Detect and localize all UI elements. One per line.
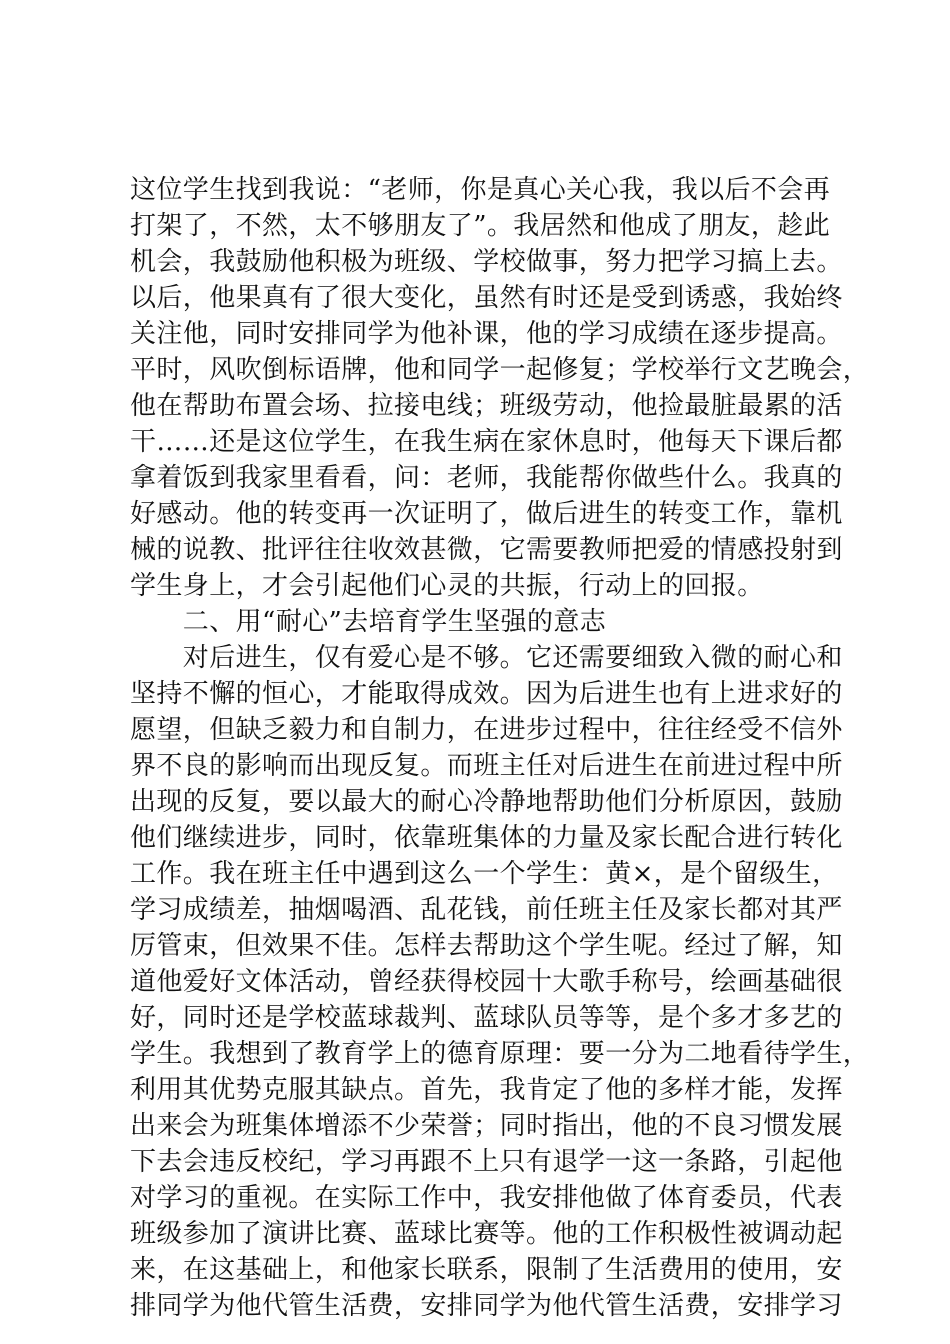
body-text-line: 出来会为班集体增添不少荣誉；同时指出，他的不良习惯发展 bbox=[130, 1111, 843, 1141]
body-text-line: 对学习的重视。在实际工作中，我安排他做了体育委员，代表 bbox=[130, 1183, 843, 1213]
body-text-line: 工作。我在班主任中遇到这么一个学生：黄×，是个留级生， bbox=[130, 859, 839, 889]
body-text-line: 坚持不懈的恒心，才能取得成效。因为后进生也有上进求好的 bbox=[130, 679, 843, 709]
body-text-line: 排同学为他代管生活费，安排同学为他代管生活费，安排学习 bbox=[130, 1291, 843, 1321]
body-text-line: 出现的反复，要以最大的耐心冷静地帮助他们分析原因，鼓励 bbox=[130, 787, 843, 817]
body-text-line: 下去会违反校纪，学习再跟不上只有退学一这一条路，引起他 bbox=[130, 1147, 843, 1177]
body-text-line: 学习成绩差，抽烟喝酒、乱花钱，前任班主任及家长都对其严 bbox=[130, 895, 843, 925]
body-text-line: 关注他，同时安排同学为他补课，他的学习成绩在逐步提高。 bbox=[130, 319, 843, 349]
body-text-line: 这位学生找到我说：“老师，你是真心关心我，我以后不会再 bbox=[130, 175, 831, 205]
body-text-line: 班级参加了演讲比赛、蓝球比赛等。他的工作积极性被调动起 bbox=[130, 1219, 843, 1249]
body-text-line: 打架了，不然，太不够朋友了”。我居然和他成了朋友，趁此 bbox=[130, 211, 831, 241]
body-text-line: 学生。我想到了教育学上的德育原理：要一分为二地看待学生， bbox=[130, 1039, 870, 1069]
body-text-line: 他们继续进步，同时，依靠班集体的力量及家长配合进行转化 bbox=[130, 823, 843, 853]
body-text-line: 来，在这基础上，和他家长联系，限制了生活费用的使用，安 bbox=[130, 1255, 843, 1285]
body-text-line: 以后，他果真有了很大变化，虽然有时还是受到诱惑，我始终 bbox=[130, 283, 843, 313]
body-text-line: 学生身上，才会引起他们心灵的共振，行动上的回报。 bbox=[130, 571, 764, 601]
body-text-line: 械的说教、批评往往收效甚微，它需要教师把爱的情感投射到 bbox=[130, 535, 843, 565]
body-text-line: 好感动。他的转变再一次证明了，做后进生的转变工作，靠机 bbox=[130, 499, 843, 529]
body-text-line: 利用其优势克服其缺点。首先，我肯定了他的多样才能，发挥 bbox=[130, 1075, 843, 1105]
body-text-line: 拿着饭到我家里看看，问：老师，我能帮你做些什么。我真的 bbox=[130, 463, 843, 493]
body-text-line: 干……还是这位学生，在我生病在家休息时，他每天下课后都 bbox=[130, 427, 843, 457]
body-text-line: 好，同时还是学校蓝球裁判、蓝球队员等等，是个多才多艺的 bbox=[130, 1003, 843, 1033]
body-text-line: 他在帮助布置会场、拉接电线；班级劳动，他捡最脏最累的活 bbox=[130, 391, 843, 421]
body-text-line: 愿望，但缺乏毅力和自制力，在进步过程中，往往经受不信外 bbox=[130, 715, 843, 745]
body-text-line: 界不良的影响而出现反复。而班主任对后进生在前进过程中所 bbox=[130, 751, 843, 781]
body-text-line: 机会，我鼓励他积极为班级、学校做事，努力把学习搞上去。 bbox=[130, 247, 843, 277]
body-text-line: 平时，风吹倒标语牌，他和同学一起修复；学校举行文艺晚会， bbox=[130, 355, 870, 385]
body-text-line: 对后进生，仅有爱心是不够。它还需要细致入微的耐心和 bbox=[130, 643, 843, 673]
body-text-line: 道他爱好文体活动，曾经获得校园十大歌手称号，绘画基础很 bbox=[130, 967, 843, 997]
body-text-line: 厉管束，但效果不佳。怎样去帮助这个学生呢。经过了解，知 bbox=[130, 931, 843, 961]
section-heading: 二、用“耐心”去培育学生坚强的意志 bbox=[130, 607, 607, 637]
